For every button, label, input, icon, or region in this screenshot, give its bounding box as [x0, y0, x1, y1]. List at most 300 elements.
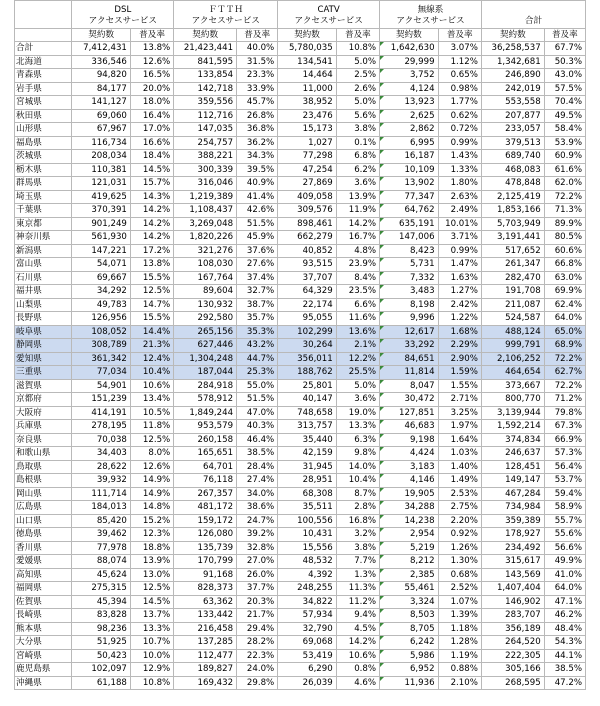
rate-cell[interactable]: 44.1% — [544, 649, 585, 663]
count-cell[interactable]: 48,532 — [278, 555, 336, 569]
count-cell[interactable]: 27,869 — [278, 177, 336, 191]
count-cell[interactable]: 68,308 — [278, 487, 336, 501]
rate-cell[interactable]: 45.9% — [237, 231, 278, 245]
count-cell[interactable]: 40,852 — [278, 244, 336, 258]
rate-cell[interactable]: 10.4% — [130, 366, 173, 380]
rate-cell[interactable]: 16.4% — [130, 109, 173, 123]
count-cell[interactable]: 10,109 — [380, 163, 438, 177]
count-cell[interactable]: 316,046 — [174, 177, 237, 191]
count-cell[interactable]: 126,080 — [174, 528, 237, 542]
count-cell[interactable]: 110,381 — [72, 163, 130, 177]
rate-cell[interactable]: 11.2% — [336, 595, 379, 609]
count-cell[interactable]: 2,125,419 — [481, 190, 544, 204]
prefecture-cell[interactable]: 千葉県 — [15, 204, 72, 218]
rate-cell[interactable]: 5.0% — [336, 55, 379, 69]
count-cell[interactable]: 361,342 — [72, 352, 130, 366]
rate-cell[interactable]: 10.7% — [130, 636, 173, 650]
rate-cell[interactable]: 23.3% — [237, 69, 278, 83]
rate-cell[interactable]: 3.6% — [336, 393, 379, 407]
rate-cell[interactable]: 26.0% — [237, 568, 278, 582]
rate-cell[interactable]: 58.9% — [544, 501, 585, 515]
rate-cell[interactable]: 47.0% — [237, 406, 278, 420]
rate-cell[interactable]: 28.2% — [237, 636, 278, 650]
count-cell[interactable]: 478,848 — [481, 177, 544, 191]
rate-cell[interactable]: 2.63% — [438, 190, 481, 204]
rate-cell[interactable]: 1.18% — [438, 622, 481, 636]
count-cell[interactable]: 143,569 — [481, 568, 544, 582]
count-cell[interactable]: 374,834 — [481, 433, 544, 447]
prefecture-cell[interactable]: 三重県 — [15, 366, 72, 380]
count-cell[interactable]: 264,520 — [481, 636, 544, 650]
rate-cell[interactable]: 2.1% — [336, 339, 379, 353]
rate-cell[interactable]: 1.3% — [336, 568, 379, 582]
rate-cell[interactable]: 14.2% — [336, 217, 379, 231]
prefecture-cell[interactable]: 山口県 — [15, 514, 72, 528]
count-cell[interactable]: 379,513 — [481, 136, 544, 150]
rate-cell[interactable]: 54.3% — [544, 636, 585, 650]
rate-cell[interactable]: 40.3% — [237, 420, 278, 434]
rate-cell[interactable]: 14.9% — [130, 474, 173, 488]
rate-cell[interactable]: 80.5% — [544, 231, 585, 245]
rate-cell[interactable]: 2.90% — [438, 352, 481, 366]
count-cell[interactable]: 2,385 — [380, 568, 438, 582]
prefecture-cell[interactable]: 大分県 — [15, 636, 72, 650]
rate-cell[interactable]: 1.80% — [438, 177, 481, 191]
rate-cell[interactable]: 14.4% — [130, 325, 173, 339]
rate-cell[interactable]: 12.2% — [336, 352, 379, 366]
count-cell[interactable]: 91,168 — [174, 568, 237, 582]
count-cell[interactable]: 34,403 — [72, 447, 130, 461]
count-cell[interactable]: 89,604 — [174, 285, 237, 299]
rate-cell[interactable]: 1.59% — [438, 366, 481, 380]
count-cell[interactable]: 260,158 — [174, 433, 237, 447]
rate-cell[interactable]: 28.4% — [237, 460, 278, 474]
rate-cell[interactable]: 4.6% — [336, 676, 379, 690]
rate-cell[interactable]: 55.6% — [544, 528, 585, 542]
count-cell[interactable]: 53,419 — [278, 649, 336, 663]
rate-cell[interactable]: 1.63% — [438, 271, 481, 285]
count-cell[interactable]: 12,617 — [380, 325, 438, 339]
rate-cell[interactable]: 49.9% — [544, 555, 585, 569]
prefecture-cell[interactable]: 沖縄県 — [15, 676, 72, 690]
rate-cell[interactable]: 24.7% — [237, 514, 278, 528]
count-cell[interactable]: 278,195 — [72, 420, 130, 434]
rate-cell[interactable]: 0.65% — [438, 69, 481, 83]
prefecture-cell[interactable]: 徳島県 — [15, 528, 72, 542]
count-cell[interactable]: 108,052 — [72, 325, 130, 339]
count-cell[interactable]: 63,362 — [174, 595, 237, 609]
count-cell[interactable]: 800,770 — [481, 393, 544, 407]
count-cell[interactable]: 49,783 — [72, 298, 130, 312]
rate-cell[interactable]: 1.19% — [438, 649, 481, 663]
rate-cell[interactable]: 38.5% — [237, 447, 278, 461]
count-cell[interactable]: 5,703,949 — [481, 217, 544, 231]
prefecture-cell[interactable]: 滋賀県 — [15, 379, 72, 393]
count-cell[interactable]: 748,658 — [278, 406, 336, 420]
rate-cell[interactable]: 27.6% — [237, 258, 278, 272]
prefecture-cell[interactable]: 青森県 — [15, 69, 72, 83]
rate-cell[interactable]: 3.07% — [438, 42, 481, 56]
rate-cell[interactable]: 14.2% — [130, 204, 173, 218]
count-cell[interactable]: 216,458 — [174, 622, 237, 636]
prefecture-cell[interactable]: 高知県 — [15, 568, 72, 582]
rate-cell[interactable]: 62.0% — [544, 177, 585, 191]
rate-cell[interactable]: 38.6% — [237, 501, 278, 515]
count-cell[interactable]: 57,934 — [278, 609, 336, 623]
rate-cell[interactable]: 45.7% — [237, 96, 278, 110]
rate-cell[interactable]: 66.8% — [544, 258, 585, 272]
count-cell[interactable]: 137,285 — [174, 636, 237, 650]
count-cell[interactable]: 8,047 — [380, 379, 438, 393]
rate-cell[interactable]: 67.3% — [544, 420, 585, 434]
rate-cell[interactable]: 43.0% — [544, 69, 585, 83]
prefecture-cell[interactable]: 岐阜県 — [15, 325, 72, 339]
count-cell[interactable]: 55,461 — [380, 582, 438, 596]
count-cell[interactable]: 4,124 — [380, 82, 438, 96]
prefecture-cell[interactable]: 群馬県 — [15, 177, 72, 191]
rate-cell[interactable]: 15.2% — [130, 514, 173, 528]
count-cell[interactable]: 16,187 — [380, 150, 438, 164]
rate-cell[interactable]: 37.6% — [237, 244, 278, 258]
rate-cell[interactable]: 22.3% — [237, 649, 278, 663]
rate-cell[interactable]: 13.0% — [130, 568, 173, 582]
rate-cell[interactable]: 89.9% — [544, 217, 585, 231]
rate-cell[interactable]: 0.99% — [438, 244, 481, 258]
count-cell[interactable]: 1,304,248 — [174, 352, 237, 366]
rate-cell[interactable]: 9.4% — [336, 609, 379, 623]
count-cell[interactable]: 133,442 — [174, 609, 237, 623]
count-cell[interactable]: 112,477 — [174, 649, 237, 663]
count-cell[interactable]: 121,031 — [72, 177, 130, 191]
rate-cell[interactable]: 17.0% — [130, 123, 173, 137]
rate-cell[interactable]: 65.0% — [544, 325, 585, 339]
rate-cell[interactable]: 19.0% — [336, 406, 379, 420]
count-cell[interactable]: 19,905 — [380, 487, 438, 501]
rate-cell[interactable]: 51.5% — [237, 217, 278, 231]
rate-cell[interactable]: 11.3% — [336, 582, 379, 596]
count-cell[interactable]: 127,851 — [380, 406, 438, 420]
rate-cell[interactable]: 11.8% — [130, 420, 173, 434]
rate-cell[interactable]: 60.9% — [544, 150, 585, 164]
rate-cell[interactable]: 15.5% — [130, 312, 173, 326]
rate-cell[interactable]: 6.6% — [336, 298, 379, 312]
rate-cell[interactable]: 18.4% — [130, 150, 173, 164]
rate-cell[interactable]: 10.8% — [336, 42, 379, 56]
rate-cell[interactable]: 10.4% — [336, 474, 379, 488]
count-cell[interactable]: 28,951 — [278, 474, 336, 488]
count-cell[interactable]: 841,595 — [174, 55, 237, 69]
count-cell[interactable]: 45,394 — [72, 595, 130, 609]
count-cell[interactable]: 93,515 — [278, 258, 336, 272]
rate-cell[interactable]: 25.5% — [336, 366, 379, 380]
prefecture-cell[interactable]: 静岡県 — [15, 339, 72, 353]
count-cell[interactable]: 8,198 — [380, 298, 438, 312]
rate-cell[interactable]: 3.71% — [438, 231, 481, 245]
count-cell[interactable]: 147,035 — [174, 123, 237, 137]
rate-cell[interactable]: 44.7% — [237, 352, 278, 366]
rate-cell[interactable]: 0.92% — [438, 528, 481, 542]
count-cell[interactable]: 141,127 — [72, 96, 130, 110]
prefecture-cell[interactable]: 宮崎県 — [15, 649, 72, 663]
prefecture-cell[interactable]: 栃木県 — [15, 163, 72, 177]
rate-cell[interactable]: 64.0% — [544, 582, 585, 596]
prefecture-cell[interactable]: 石川県 — [15, 271, 72, 285]
rate-cell[interactable]: 10.5% — [130, 406, 173, 420]
rate-cell[interactable]: 1.47% — [438, 258, 481, 272]
rate-cell[interactable]: 5.6% — [336, 109, 379, 123]
count-cell[interactable]: 9,996 — [380, 312, 438, 326]
rate-cell[interactable]: 0.68% — [438, 568, 481, 582]
rate-cell[interactable]: 63.0% — [544, 271, 585, 285]
rate-cell[interactable]: 1.40% — [438, 460, 481, 474]
count-cell[interactable]: 11,000 — [278, 82, 336, 96]
count-cell[interactable]: 9,198 — [380, 433, 438, 447]
count-cell[interactable]: 234,492 — [481, 541, 544, 555]
count-cell[interactable]: 8,212 — [380, 555, 438, 569]
count-cell[interactable]: 134,541 — [278, 55, 336, 69]
count-cell[interactable]: 34,292 — [72, 285, 130, 299]
rate-cell[interactable]: 36.2% — [237, 136, 278, 150]
count-cell[interactable]: 2,954 — [380, 528, 438, 542]
count-cell[interactable]: 1,407,404 — [481, 582, 544, 596]
rate-cell[interactable]: 2.52% — [438, 582, 481, 596]
count-cell[interactable]: 488,124 — [481, 325, 544, 339]
rate-cell[interactable]: 33.9% — [237, 82, 278, 96]
count-cell[interactable]: 267,357 — [174, 487, 237, 501]
rate-cell[interactable]: 49.5% — [544, 109, 585, 123]
rate-cell[interactable]: 13.8% — [130, 258, 173, 272]
rate-cell[interactable]: 1.12% — [438, 55, 481, 69]
count-cell[interactable]: 191,708 — [481, 285, 544, 299]
count-cell[interactable]: 283,707 — [481, 609, 544, 623]
rate-cell[interactable]: 68.9% — [544, 339, 585, 353]
rate-cell[interactable]: 13.8% — [130, 42, 173, 56]
rate-cell[interactable]: 23.9% — [336, 258, 379, 272]
prefecture-cell[interactable]: 愛知県 — [15, 352, 72, 366]
rate-cell[interactable]: 58.4% — [544, 123, 585, 137]
count-cell[interactable]: 5,986 — [380, 649, 438, 663]
rate-cell[interactable]: 12.3% — [130, 528, 173, 542]
count-cell[interactable]: 4,392 — [278, 568, 336, 582]
count-cell[interactable]: 524,587 — [481, 312, 544, 326]
rate-cell[interactable]: 71.3% — [544, 204, 585, 218]
rate-cell[interactable]: 37.7% — [237, 582, 278, 596]
count-cell[interactable]: 42,159 — [278, 447, 336, 461]
count-cell[interactable]: 898,461 — [278, 217, 336, 231]
count-cell[interactable]: 50,423 — [72, 649, 130, 663]
count-cell[interactable]: 30,264 — [278, 339, 336, 353]
count-cell[interactable]: 13,923 — [380, 96, 438, 110]
rate-cell[interactable]: 1.39% — [438, 609, 481, 623]
count-cell[interactable]: 282,470 — [481, 271, 544, 285]
count-cell[interactable]: 77,978 — [72, 541, 130, 555]
rate-cell[interactable]: 2.42% — [438, 298, 481, 312]
rate-cell[interactable]: 10.8% — [130, 676, 173, 690]
prefecture-cell[interactable]: 合計 — [15, 42, 72, 56]
prefecture-cell[interactable]: 奈良県 — [15, 433, 72, 447]
prefecture-cell[interactable]: 広島県 — [15, 501, 72, 515]
prefecture-cell[interactable]: 神奈川県 — [15, 231, 72, 245]
rate-cell[interactable]: 2.49% — [438, 204, 481, 218]
rate-cell[interactable]: 40.9% — [237, 177, 278, 191]
rate-cell[interactable]: 10.0% — [130, 649, 173, 663]
rate-cell[interactable]: 20.3% — [237, 595, 278, 609]
count-cell[interactable]: 359,389 — [481, 514, 544, 528]
rate-cell[interactable]: 1.26% — [438, 541, 481, 555]
rate-cell[interactable]: 0.98% — [438, 82, 481, 96]
prefecture-cell[interactable]: 山形県 — [15, 123, 72, 137]
rate-cell[interactable]: 27.0% — [237, 555, 278, 569]
rate-cell[interactable]: 1.33% — [438, 163, 481, 177]
rate-cell[interactable]: 31.5% — [237, 55, 278, 69]
count-cell[interactable]: 321,276 — [174, 244, 237, 258]
rate-cell[interactable]: 40.0% — [237, 42, 278, 56]
count-cell[interactable]: 517,652 — [481, 244, 544, 258]
count-cell[interactable]: 128,451 — [481, 460, 544, 474]
count-cell[interactable]: 69,060 — [72, 109, 130, 123]
rate-cell[interactable]: 0.62% — [438, 109, 481, 123]
rate-cell[interactable]: 56.4% — [544, 460, 585, 474]
count-cell[interactable]: 248,255 — [278, 582, 336, 596]
rate-cell[interactable]: 67.7% — [544, 42, 585, 56]
count-cell[interactable]: 25,801 — [278, 379, 336, 393]
count-cell[interactable]: 39,932 — [72, 474, 130, 488]
count-cell[interactable]: 2,862 — [380, 123, 438, 137]
prefecture-cell[interactable]: 和歌山県 — [15, 447, 72, 461]
count-cell[interactable]: 45,624 — [72, 568, 130, 582]
count-cell[interactable]: 70,038 — [72, 433, 130, 447]
prefecture-cell[interactable]: 香川県 — [15, 541, 72, 555]
count-cell[interactable]: 31,945 — [278, 460, 336, 474]
count-cell[interactable]: 8,503 — [380, 609, 438, 623]
count-cell[interactable]: 64,701 — [174, 460, 237, 474]
rate-cell[interactable]: 79.8% — [544, 406, 585, 420]
rate-cell[interactable]: 38.5% — [544, 663, 585, 677]
count-cell[interactable]: 35,440 — [278, 433, 336, 447]
count-cell[interactable]: 901,249 — [72, 217, 130, 231]
count-cell[interactable]: 38,952 — [278, 96, 336, 110]
count-cell[interactable]: 246,637 — [481, 447, 544, 461]
rate-cell[interactable]: 3.6% — [336, 177, 379, 191]
prefecture-cell[interactable]: 東京都 — [15, 217, 72, 231]
count-cell[interactable]: 169,432 — [174, 676, 237, 690]
rate-cell[interactable]: 60.6% — [544, 244, 585, 258]
rate-cell[interactable]: 13.7% — [130, 609, 173, 623]
count-cell[interactable]: 54,901 — [72, 379, 130, 393]
count-cell[interactable]: 4,146 — [380, 474, 438, 488]
count-cell[interactable]: 146,902 — [481, 595, 544, 609]
rate-cell[interactable]: 71.2% — [544, 393, 585, 407]
count-cell[interactable]: 83,828 — [72, 609, 130, 623]
count-cell[interactable]: 88,074 — [72, 555, 130, 569]
count-cell[interactable]: 188,762 — [278, 366, 336, 380]
count-cell[interactable]: 635,191 — [380, 217, 438, 231]
count-cell[interactable]: 170,799 — [174, 555, 237, 569]
count-cell[interactable]: 578,912 — [174, 393, 237, 407]
count-cell[interactable]: 233,057 — [481, 123, 544, 137]
rate-cell[interactable]: 21.7% — [237, 609, 278, 623]
count-cell[interactable]: 3,191,441 — [481, 231, 544, 245]
rate-cell[interactable]: 12.4% — [130, 352, 173, 366]
count-cell[interactable]: 292,580 — [174, 312, 237, 326]
count-cell[interactable]: 1,642,630 — [380, 42, 438, 56]
rate-cell[interactable]: 14.9% — [130, 487, 173, 501]
rate-cell[interactable]: 62.4% — [544, 298, 585, 312]
count-cell[interactable]: 8,705 — [380, 622, 438, 636]
prefecture-cell[interactable]: 秋田県 — [15, 109, 72, 123]
count-cell[interactable]: 1,219,389 — [174, 190, 237, 204]
count-cell[interactable]: 36,258,537 — [481, 42, 544, 56]
rate-cell[interactable]: 0.8% — [336, 663, 379, 677]
count-cell[interactable]: 265,156 — [174, 325, 237, 339]
count-cell[interactable]: 165,651 — [174, 447, 237, 461]
count-cell[interactable]: 481,172 — [174, 501, 237, 515]
rate-cell[interactable]: 14.2% — [130, 217, 173, 231]
rate-cell[interactable]: 3.8% — [336, 123, 379, 137]
rate-cell[interactable]: 0.88% — [438, 663, 481, 677]
count-cell[interactable]: 553,558 — [481, 96, 544, 110]
count-cell[interactable]: 21,423,441 — [174, 42, 237, 56]
count-cell[interactable]: 116,734 — [72, 136, 130, 150]
count-cell[interactable]: 76,118 — [174, 474, 237, 488]
count-cell[interactable]: 370,391 — [72, 204, 130, 218]
count-cell[interactable]: 159,172 — [174, 514, 237, 528]
rate-cell[interactable]: 20.0% — [130, 82, 173, 96]
rate-cell[interactable]: 32.8% — [237, 541, 278, 555]
count-cell[interactable]: 5,219 — [380, 541, 438, 555]
rate-cell[interactable]: 14.3% — [130, 190, 173, 204]
count-cell[interactable]: 147,006 — [380, 231, 438, 245]
rate-cell[interactable]: 0.99% — [438, 136, 481, 150]
rate-cell[interactable]: 26.8% — [237, 109, 278, 123]
rate-cell[interactable]: 47.1% — [544, 595, 585, 609]
rate-cell[interactable]: 57.3% — [544, 447, 585, 461]
count-cell[interactable]: 142,718 — [174, 82, 237, 96]
rate-cell[interactable]: 43.2% — [237, 339, 278, 353]
rate-cell[interactable]: 3.2% — [336, 528, 379, 542]
rate-cell[interactable]: 14.5% — [130, 595, 173, 609]
count-cell[interactable]: 308,789 — [72, 339, 130, 353]
count-cell[interactable]: 13,902 — [380, 177, 438, 191]
count-cell[interactable]: 94,820 — [72, 69, 130, 83]
count-cell[interactable]: 51,925 — [72, 636, 130, 650]
prefecture-cell[interactable]: 山梨県 — [15, 298, 72, 312]
count-cell[interactable]: 309,576 — [278, 204, 336, 218]
rate-cell[interactable]: 2.29% — [438, 339, 481, 353]
count-cell[interactable]: 6,952 — [380, 663, 438, 677]
count-cell[interactable]: 2,625 — [380, 109, 438, 123]
rate-cell[interactable]: 15.7% — [130, 177, 173, 191]
rate-cell[interactable]: 14.7% — [130, 298, 173, 312]
count-cell[interactable]: 464,654 — [481, 366, 544, 380]
rate-cell[interactable]: 1.49% — [438, 474, 481, 488]
count-cell[interactable]: 222,305 — [481, 649, 544, 663]
rate-cell[interactable]: 2.20% — [438, 514, 481, 528]
count-cell[interactable]: 409,058 — [278, 190, 336, 204]
rate-cell[interactable]: 3.8% — [336, 541, 379, 555]
rate-cell[interactable]: 6.8% — [336, 150, 379, 164]
count-cell[interactable]: 284,918 — [174, 379, 237, 393]
count-cell[interactable]: 6,242 — [380, 636, 438, 650]
rate-cell[interactable]: 53.7% — [544, 474, 585, 488]
count-cell[interactable]: 3,269,048 — [174, 217, 237, 231]
count-cell[interactable]: 69,068 — [278, 636, 336, 650]
count-cell[interactable]: 14,238 — [380, 514, 438, 528]
count-cell[interactable]: 300,339 — [174, 163, 237, 177]
count-cell[interactable]: 1,849,244 — [174, 406, 237, 420]
count-cell[interactable]: 953,579 — [174, 420, 237, 434]
count-cell[interactable]: 373,667 — [481, 379, 544, 393]
